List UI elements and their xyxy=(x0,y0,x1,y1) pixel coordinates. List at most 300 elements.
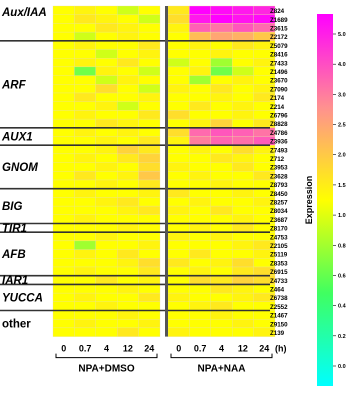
heatmap-cell xyxy=(96,302,117,311)
heatmap-cell xyxy=(53,328,74,337)
heatmap-cell xyxy=(117,215,138,224)
heatmap-cell xyxy=(53,215,74,224)
heatmap-cell xyxy=(74,232,95,241)
heatmap-cell xyxy=(117,180,138,189)
heatmap-cell xyxy=(168,319,189,328)
heatmap-cell xyxy=(168,232,189,241)
heatmap-cell xyxy=(53,250,74,259)
heatmap-cell xyxy=(74,302,95,311)
heatmap-cell xyxy=(53,267,74,276)
heatmap-cell xyxy=(53,284,74,293)
heatmap-cell xyxy=(74,258,95,267)
gene-label: Z824 xyxy=(270,8,285,16)
heatmap-cell xyxy=(53,319,74,328)
heatmap-cell xyxy=(117,258,138,267)
heatmap-cell xyxy=(74,224,95,233)
heatmap-cell xyxy=(96,102,117,111)
heatmap-cell xyxy=(211,180,232,189)
heatmap-cell xyxy=(139,328,160,337)
heatmap-cell xyxy=(211,241,232,250)
gene-label: Z712 xyxy=(270,156,285,163)
time-tick-label: 0 xyxy=(176,343,182,354)
heatmap-cell xyxy=(96,67,117,76)
heatmap-cell xyxy=(74,328,95,337)
heatmap-cell xyxy=(53,23,74,32)
heatmap-cell xyxy=(232,128,253,137)
gene-label: Z174 xyxy=(270,95,285,103)
gene-label: Z1496 xyxy=(270,69,288,76)
heatmap-cell xyxy=(211,215,232,224)
heatmap-cell xyxy=(53,232,74,241)
heatmap-cell xyxy=(168,137,189,146)
heatmap-cell xyxy=(211,284,232,293)
heatmap-cell xyxy=(96,154,117,163)
heatmap-cell xyxy=(117,145,138,154)
heatmap-cell xyxy=(189,128,210,137)
heatmap-cell xyxy=(74,58,95,67)
heatmap-cell xyxy=(232,267,253,276)
heatmap-cell xyxy=(168,171,189,180)
heatmap-cell xyxy=(232,67,253,76)
heatmap-cell xyxy=(139,93,160,102)
group-label: AFB xyxy=(2,248,26,261)
heatmap-cell xyxy=(74,6,95,15)
heatmap-cell xyxy=(74,206,95,215)
colorbar-tick-label: 2.5 xyxy=(338,122,346,129)
gene-label: Z3615 xyxy=(270,25,288,33)
heatmap-cell xyxy=(189,328,210,337)
heatmap-cell xyxy=(211,110,232,119)
heatmap-cell xyxy=(232,76,253,85)
heatmap-cell xyxy=(232,180,253,189)
heatmap-cell xyxy=(189,250,210,259)
heatmap-cell xyxy=(117,84,138,93)
heatmap-cell xyxy=(139,258,160,267)
heatmap-cell xyxy=(168,206,189,215)
heatmap-cell xyxy=(53,180,74,189)
heatmap-cell xyxy=(96,197,117,206)
heatmap-cell xyxy=(189,284,210,293)
heatmap-cell xyxy=(53,110,74,119)
heatmap-cell xyxy=(74,102,95,111)
heatmap-cell xyxy=(189,232,210,241)
heatmap-cell xyxy=(189,224,210,233)
heatmap-cell xyxy=(96,284,117,293)
colorbar-tick-label: 3.0 xyxy=(338,92,346,99)
heatmap-cell xyxy=(53,311,74,320)
heatmap-cell xyxy=(189,302,210,311)
heatmap-cell xyxy=(139,102,160,111)
heatmap-cell xyxy=(74,41,95,50)
heatmap-cell xyxy=(168,76,189,85)
heatmap-cell xyxy=(232,328,253,337)
heatmap-cell xyxy=(96,145,117,154)
heatmap-cell xyxy=(232,154,253,163)
heatmap-cell xyxy=(168,6,189,15)
heatmap-cell xyxy=(168,180,189,189)
heatmap-cell xyxy=(232,84,253,93)
heatmap-cell xyxy=(74,50,95,59)
heatmap-cell xyxy=(96,171,117,180)
heatmap-cell xyxy=(139,76,160,85)
heatmap-cell xyxy=(189,137,210,146)
heatmap-cell xyxy=(53,276,74,285)
heatmap-cell xyxy=(189,84,210,93)
heatmap-cell xyxy=(189,76,210,85)
heatmap-cell xyxy=(168,250,189,259)
colorbar-tick-label: 1.5 xyxy=(338,182,346,189)
heatmap-cell xyxy=(74,119,95,128)
heatmap-cell xyxy=(168,41,189,50)
gene-label: Z8450 xyxy=(270,190,288,198)
heatmap-cell xyxy=(139,241,160,250)
heatmap-cell xyxy=(117,232,138,241)
heatmap-cell xyxy=(168,224,189,233)
heatmap-cell xyxy=(189,311,210,320)
heatmap-cell xyxy=(211,145,232,154)
heatmap-cell xyxy=(53,84,74,93)
heatmap-cell xyxy=(117,32,138,41)
heatmap-cell xyxy=(211,23,232,32)
heatmap-cell xyxy=(211,119,232,128)
heatmap-cell xyxy=(211,67,232,76)
heatmap-cell xyxy=(189,154,210,163)
heatmap-cell xyxy=(74,311,95,320)
heatmap-cell xyxy=(139,293,160,302)
heatmap-cell xyxy=(232,93,253,102)
gene-label: Z8257 xyxy=(270,199,288,207)
gene-label: Z3670 xyxy=(270,77,288,85)
time-tick-label: 12 xyxy=(237,343,248,354)
heatmap-cell xyxy=(139,145,160,154)
gene-label: Z1689 xyxy=(270,16,288,24)
heatmap-cell xyxy=(74,267,95,276)
gene-label: Z214 xyxy=(270,103,285,111)
heatmap-cell xyxy=(117,110,138,119)
group-label: Aux/IAA xyxy=(2,7,47,19)
heatmap-cell xyxy=(53,163,74,172)
x-axis xyxy=(56,344,287,375)
heatmap-cell xyxy=(139,128,160,137)
heatmap-cell xyxy=(74,276,95,285)
heatmap-cell xyxy=(189,180,210,189)
heatmap-cell xyxy=(117,328,138,337)
gene-label: Z139 xyxy=(270,330,285,337)
heatmap-cell xyxy=(53,302,74,311)
heatmap-cell xyxy=(211,58,232,67)
gene-label: Z6796 xyxy=(270,112,288,120)
heatmap-cell xyxy=(139,311,160,320)
heatmap-cell xyxy=(139,197,160,206)
heatmap-cell xyxy=(96,232,117,241)
heatmap-cell xyxy=(117,50,138,59)
heatmap-cell xyxy=(211,206,232,215)
heatmap-cell xyxy=(211,15,232,24)
heatmap-cell xyxy=(232,102,253,111)
heatmap-cell xyxy=(74,154,95,163)
heatmap-cell xyxy=(232,206,253,215)
heatmap-cell xyxy=(139,232,160,241)
heatmap-cell xyxy=(189,293,210,302)
heatmap-cell xyxy=(211,154,232,163)
heatmap-cell xyxy=(74,93,95,102)
heatmap-cell xyxy=(74,32,95,41)
heatmap-cell xyxy=(189,119,210,128)
colorbar-tick-label: 0.4 xyxy=(338,303,346,310)
heatmap-cell xyxy=(96,189,117,198)
heatmap-cell xyxy=(74,250,95,259)
group-label: other xyxy=(2,318,31,331)
gene-label: Z5119 xyxy=(270,251,288,259)
heatmap-cell xyxy=(96,32,117,41)
heatmap-cell xyxy=(74,84,95,93)
heatmap-cell xyxy=(74,110,95,119)
heatmap-cell xyxy=(53,76,74,85)
time-tick-label: 0.7 xyxy=(193,343,207,354)
heatmap-cell xyxy=(53,171,74,180)
heatmap-cell xyxy=(232,110,253,119)
heatmap-cell xyxy=(232,197,253,206)
heatmap-cell xyxy=(232,250,253,259)
condition-bracket xyxy=(56,354,157,358)
heatmap-cell xyxy=(117,250,138,259)
heatmap-cell xyxy=(168,328,189,337)
heatmap-cell xyxy=(53,241,74,250)
heatmap-cell xyxy=(96,319,117,328)
gene-label: Z2105 xyxy=(270,243,288,250)
heatmap-cell xyxy=(96,137,117,146)
colorbar xyxy=(304,14,347,386)
gene-label: Z3687 xyxy=(270,216,288,224)
heatmap-cell xyxy=(139,284,160,293)
heatmap-cell xyxy=(232,32,253,41)
heatmap-cell xyxy=(117,67,138,76)
heatmap-cell xyxy=(168,119,189,128)
gene-label: Z8353 xyxy=(270,260,288,268)
group-label: ARF xyxy=(2,79,26,92)
heatmap-cell xyxy=(189,241,210,250)
group-label: GNOM xyxy=(2,161,38,174)
heatmap-cell xyxy=(117,163,138,172)
heatmap-cell xyxy=(211,171,232,180)
heatmap-cell xyxy=(232,171,253,180)
heatmap-cell xyxy=(96,76,117,85)
heatmap-cell xyxy=(117,267,138,276)
heatmap-cell xyxy=(211,302,232,311)
heatmap-cell xyxy=(189,32,210,41)
heatmap-cell xyxy=(139,267,160,276)
heatmap-cell xyxy=(117,284,138,293)
heatmap-cell xyxy=(211,232,232,241)
heatmap-cell xyxy=(211,93,232,102)
heatmap-cell xyxy=(211,102,232,111)
heatmap-cell xyxy=(211,84,232,93)
heatmap-cell xyxy=(96,163,117,172)
heatmap-cell xyxy=(74,76,95,85)
heatmap-cell xyxy=(74,23,95,32)
heatmap-cell xyxy=(232,241,253,250)
gene-label: Z4786 xyxy=(270,129,288,137)
heatmap-cell xyxy=(117,119,138,128)
condition-bracket xyxy=(171,354,272,358)
heatmap-cell xyxy=(232,258,253,267)
gene-label: Z5079 xyxy=(270,42,288,50)
heatmap-cell xyxy=(189,102,210,111)
heatmap-cell xyxy=(189,58,210,67)
heatmap-cell xyxy=(139,84,160,93)
heatmap-cell xyxy=(168,128,189,137)
heatmap-cell xyxy=(211,189,232,198)
heatmap-cell xyxy=(53,128,74,137)
heatmap-cell xyxy=(53,293,74,302)
heatmap-cell xyxy=(189,23,210,32)
heatmap-cell xyxy=(96,41,117,50)
heatmap-cell xyxy=(189,215,210,224)
colorbar-tick-label: 4.0 xyxy=(338,62,346,69)
gene-label: Z4733 xyxy=(270,277,288,285)
heatmap-cell xyxy=(168,293,189,302)
heatmap-cell xyxy=(53,119,74,128)
time-tick-label: 4 xyxy=(103,343,110,354)
condition-label: NPA+DMSO xyxy=(78,363,135,375)
heatmap-cell xyxy=(189,145,210,154)
heatmap-cell xyxy=(117,76,138,85)
heatmap-cell xyxy=(74,145,95,154)
colorbar-tick-label: 2.0 xyxy=(338,152,346,159)
heatmap-cell xyxy=(96,206,117,215)
heatmap-cell xyxy=(211,197,232,206)
colorbar-tick-label: 0.6 xyxy=(338,273,346,280)
gene-label: Z6915 xyxy=(270,269,288,277)
heatmap-cell xyxy=(117,293,138,302)
heatmap-cell xyxy=(232,58,253,67)
heatmap-cell xyxy=(74,163,95,172)
heatmap-cell xyxy=(211,258,232,267)
heatmap-cell xyxy=(117,102,138,111)
heatmap-cell xyxy=(96,6,117,15)
heatmap-cell xyxy=(117,224,138,233)
heatmap-cell xyxy=(168,241,189,250)
colorbar-tick-label: 1.0 xyxy=(338,213,346,220)
group-label: BIG xyxy=(2,201,23,214)
heatmap-cell xyxy=(168,284,189,293)
heatmap-cell xyxy=(189,41,210,50)
heatmap-cell xyxy=(189,15,210,24)
heatmap-cell xyxy=(53,197,74,206)
heatmap-cell xyxy=(74,319,95,328)
heatmap-cell xyxy=(168,145,189,154)
heatmap-cell xyxy=(96,267,117,276)
gene-label: Z2552 xyxy=(270,303,288,311)
heatmap-cell xyxy=(232,311,253,320)
heatmap-cell xyxy=(74,180,95,189)
heatmap-cell xyxy=(139,119,160,128)
colorbar-gradient xyxy=(317,14,333,386)
heatmap-cell xyxy=(139,180,160,189)
heatmap-cell xyxy=(168,302,189,311)
gene-label: Z8034 xyxy=(270,208,288,216)
heatmap-cell xyxy=(168,189,189,198)
gene-label: Z3628 xyxy=(270,173,288,181)
heatmap-cell xyxy=(168,102,189,111)
heatmap-cell xyxy=(168,110,189,119)
heatmap-cell xyxy=(96,15,117,24)
heatmap-cell xyxy=(96,293,117,302)
heatmap-cell xyxy=(96,119,117,128)
gene-label: Z2172 xyxy=(270,34,288,42)
heatmap-cell xyxy=(74,128,95,137)
heatmap-cell xyxy=(96,58,117,67)
heatmap-cell xyxy=(139,41,160,50)
heatmap-cell xyxy=(53,154,74,163)
heatmap-cell xyxy=(211,328,232,337)
heatmap-cell xyxy=(139,67,160,76)
heatmap-cell xyxy=(139,171,160,180)
heatmap-cell xyxy=(211,41,232,50)
heatmap-cell xyxy=(189,67,210,76)
heatmap-cell xyxy=(211,224,232,233)
heatmap-cell xyxy=(139,163,160,172)
heatmap-cell xyxy=(211,50,232,59)
time-tick-label: 0.7 xyxy=(78,343,92,354)
gene-label: Z3953 xyxy=(270,164,288,172)
heatmap-cell xyxy=(74,171,95,180)
heatmap-cell xyxy=(96,84,117,93)
heatmap-cell xyxy=(189,206,210,215)
heatmap-cell xyxy=(232,23,253,32)
heatmap-cell xyxy=(189,267,210,276)
heatmap-cell xyxy=(211,319,232,328)
heatmap-cell xyxy=(168,84,189,93)
heatmap-cell xyxy=(211,267,232,276)
heatmap-cell xyxy=(211,6,232,15)
heatmap-cell xyxy=(139,110,160,119)
heatmap-cell xyxy=(232,50,253,59)
heatmap-cell xyxy=(211,76,232,85)
heatmap-cell xyxy=(117,189,138,198)
heatmap-cell xyxy=(139,23,160,32)
heatmap-cell xyxy=(96,50,117,59)
heatmap-cell xyxy=(168,154,189,163)
heatmap-cell xyxy=(168,50,189,59)
colorbar-label: Expression xyxy=(304,175,314,225)
gene-label: Z1467 xyxy=(270,312,288,320)
heatmap-cell xyxy=(53,137,74,146)
heatmap-cell xyxy=(168,58,189,67)
time-tick-label: 0 xyxy=(61,343,67,354)
heatmap-cell xyxy=(117,58,138,67)
heatmap-cell xyxy=(168,276,189,285)
heatmap-cell xyxy=(232,15,253,24)
heatmap-cell xyxy=(232,302,253,311)
group-label: AUX1 xyxy=(2,131,33,144)
gene-label: Z7493 xyxy=(270,147,288,155)
heatmap-cell xyxy=(74,215,95,224)
heatmap-cell xyxy=(96,250,117,259)
group-label: IAR1 xyxy=(2,275,29,287)
heatmap-cell xyxy=(53,50,74,59)
heatmap-cell xyxy=(53,102,74,111)
colorbar-tick-label: 0.2 xyxy=(338,333,346,340)
gene-label: Z8793 xyxy=(270,182,288,190)
gene-label: Z9150 xyxy=(270,321,288,329)
heatmap-cell xyxy=(189,171,210,180)
heatmap-cell xyxy=(96,328,117,337)
heatmap-cell xyxy=(232,137,253,146)
heatmap-cell xyxy=(74,284,95,293)
heatmap-cell xyxy=(189,163,210,172)
gene-label: Z8416 xyxy=(270,51,288,59)
